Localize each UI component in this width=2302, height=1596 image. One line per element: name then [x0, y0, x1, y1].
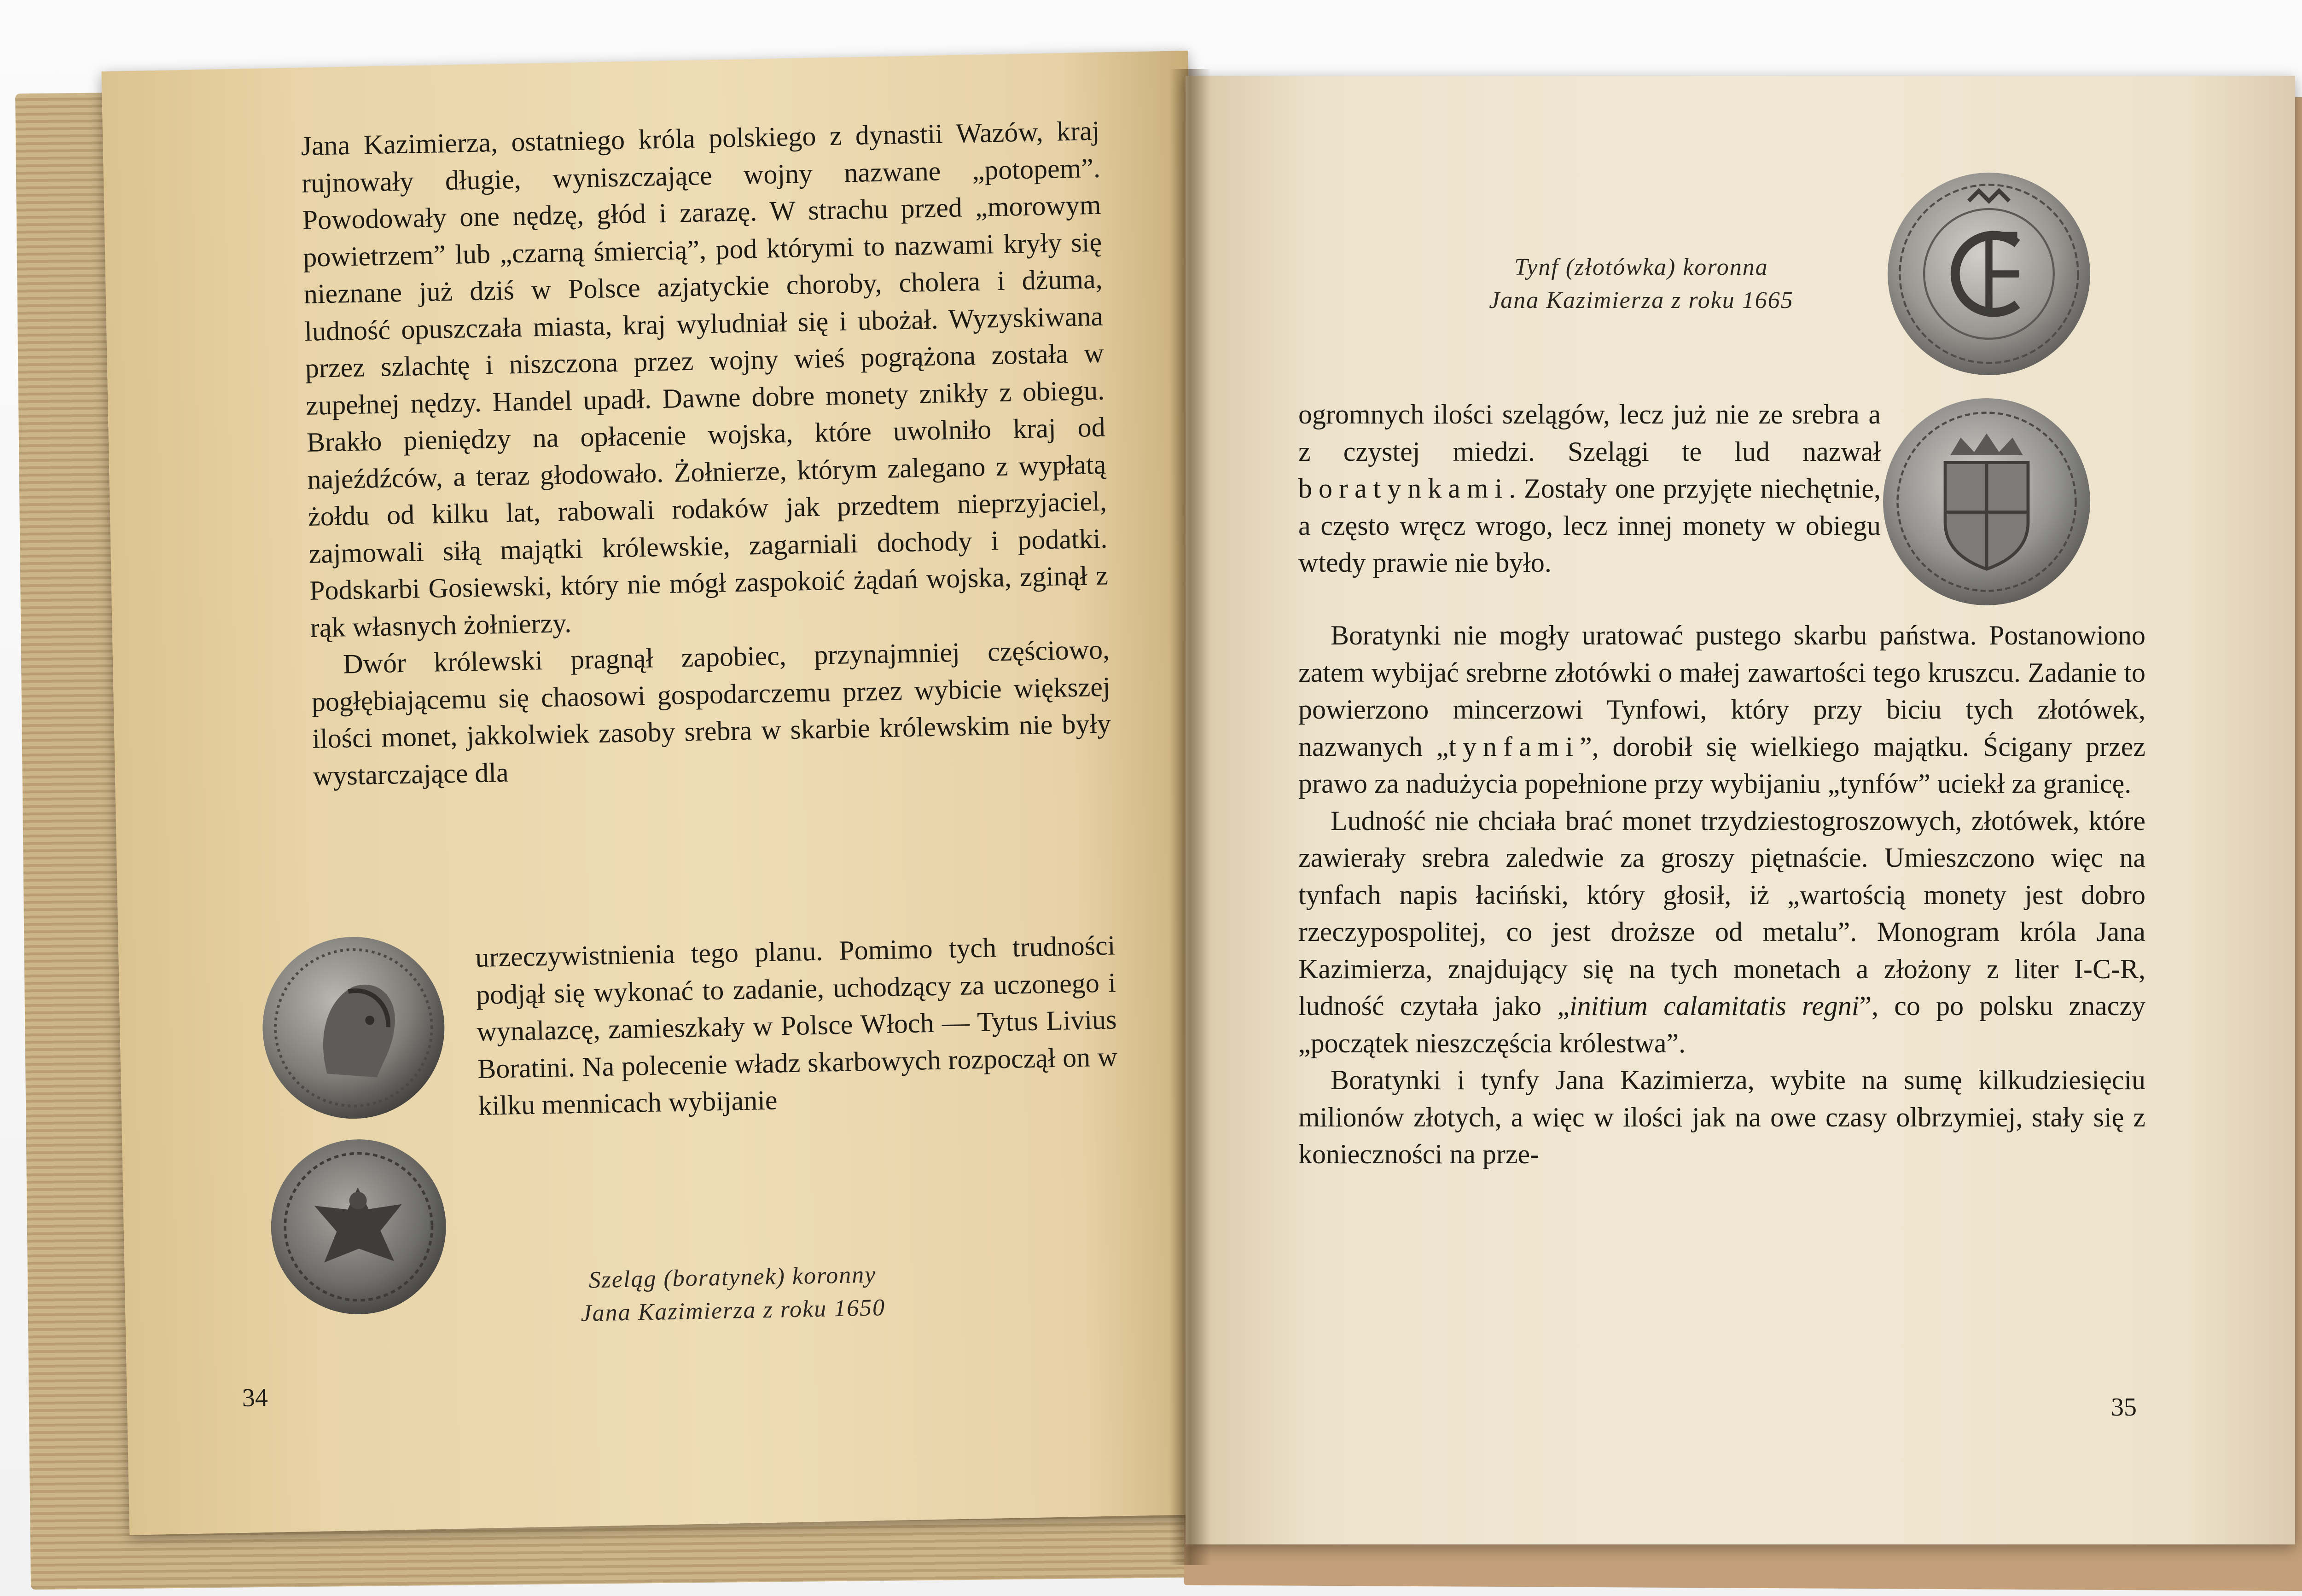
left-page-text-beside-coins — [475, 927, 1118, 1124]
right-paragraph-3-end: ”, co po polsku znaczy „początek nieszczęścia królestwa”. — [1298, 991, 2146, 1058]
right-paragraph-4: Boratynki i tynfy Jana Kazimierza, wybite na sumę kilkudziesięciu milionów złotych, a więc w ilości jak na owe czasy olbrzymiej, stały się z konieczności na prze- — [1298, 1065, 2145, 1169]
left-caption-line-1: Szeląg (boratynek) koronny — [588, 1261, 877, 1294]
right-paragraph-1-start: ogromnych ilości szelągów, lecz już nie ze srebra a z czystej miedzi. Szelągi te lud nazwał — [1298, 399, 1881, 467]
left-paragraph-1: Jana Kazimierza, ostatniego króla polskiego z dynastii Wazów, kraj rujnowały długie, wyniszczające wojny nazwane „potopem”. Powodowały one nędzę, głód i zarazę. W strachu przed „morowym powietrzem” lub „czarną śmiercią”, pod którymi to nazwami kryły się nieznane już dziś w Polsce azjatyckie choroby, cholera i dżuma, ludność opuszczała miasta, kraj wyludniał się i ubożał. Wyzyskiwana przez szlachtę i niszczona przez wojny wieś pogrążona została w zupełnej nędzy. Handel upadł. Dawne dobre monety znikły z obiegu. Brakło pieniędzy na opłacenie wojska, które uwolniło kraj od najeźdźców, a teraz głodowało. Żołnierze, którym zalegano z wypłatą żołdu od kilku lat, rabowali rodaków jak przedtem nieprzyjaciel, zajmowali siłą majątki królewskie, zagarniali dochody i podatki. Podskarbi Gosiewski, który nie mógł zaspokoić żądań wojska, zginął z rąk własnych żołnierzy. — [300, 115, 1109, 643]
right-paragraph-1 — [1298, 396, 1881, 581]
left-page-text-top — [301, 112, 1112, 795]
right-page — [1186, 76, 2295, 1544]
right-paragraph-2 — [1298, 617, 2145, 802]
right-caption-line-2: Jana Kazimierza z roku 1665 — [1489, 287, 1794, 313]
right-paragraph-3-start: Ludność nie chciała brać monet trzydziestogroszowych, złotówek, które zawierały srebra zaledwie za groszy piętnaście. Umieszczono więc na tynfach napis łaciński, który głosił, iż „wartością monety jest dobro rzeczypospolitej, co jest droższe od metalu”. Monogram króla Jana Kazimierza, znajdujący się na tych monetach a złożony z liter I-C-R, ludność czytała jako „ — [1298, 805, 2145, 1021]
left-caption-line-2: Jana Kazimierza z roku 1650 — [581, 1294, 886, 1327]
left-paragraph-3: urzeczywistnienia tego planu. Pomimo tych trudności podjął się wykonać to zadanie, uchodzący za uczonego i wynalazcę, zamieszkały w Polsce Włoch — Tytus Livius Boratini. Na polecenie władz skarbowych rozpoczął on w kilku mennicach wybijanie — [475, 930, 1118, 1121]
latin-phrase: initium calamitatis regni — [1570, 991, 1860, 1021]
right-paragraph-2-start: Boratynki nie mogły uratować pustego skarbu państwa. Postanowiono zatem wybijać srebrne złotówki o małej zawartości tego kruszcu. Zadanie to powierzono mincerzowi Tynfowi, który przy biciu tych złotówek, nazwanych „ — [1298, 620, 2145, 762]
right-page-text-main — [1298, 617, 2145, 1173]
tynfami-spaced: tynfami — [1448, 731, 1580, 762]
right-paragraph-1-end: . Zostały one przyjęte niechętnie, a często wręcz wrogo, lecz innej monety w obiegu wtedy prawie nie było. — [1298, 473, 1881, 578]
left-paragraph-2: Dwór królewski pragnął zapobiec, przynajmniej częściowo, pogłębiającemu się chaosowi gospodarczemu przez wybicie większej ilości monet, jakkolwiek zasoby srebra w skarbie królewskim nie były wystarczające dla — [311, 634, 1111, 791]
right-page-text-beside-coin — [1298, 396, 1881, 581]
coin-monogram-icon — [1888, 173, 2090, 375]
coin-eagle-icon — [269, 1138, 448, 1316]
left-coin-caption — [456, 1256, 1010, 1333]
right-page-number: 35 — [2111, 1393, 2137, 1422]
coin-portrait-icon — [261, 935, 447, 1120]
boratynkami-spaced: boratynkami — [1298, 473, 1509, 504]
right-coin-caption — [1388, 251, 1895, 317]
coin-crown-shield-icon — [1883, 398, 2090, 605]
right-paragraph-2-end: ”, dorobił się wielkiego majątku. Ścigany przez prawo za nadużycia popełnione przy wybijaniu „tynfów” uciekł za granicę. — [1298, 731, 2145, 799]
right-caption-line-1: Tynf (złotówka) koronna — [1514, 254, 1768, 280]
right-paragraph-3 — [1298, 802, 2145, 1062]
book-gutter — [1169, 69, 1211, 1565]
left-page-number: 34 — [242, 1383, 268, 1412]
left-page — [101, 51, 1216, 1535]
